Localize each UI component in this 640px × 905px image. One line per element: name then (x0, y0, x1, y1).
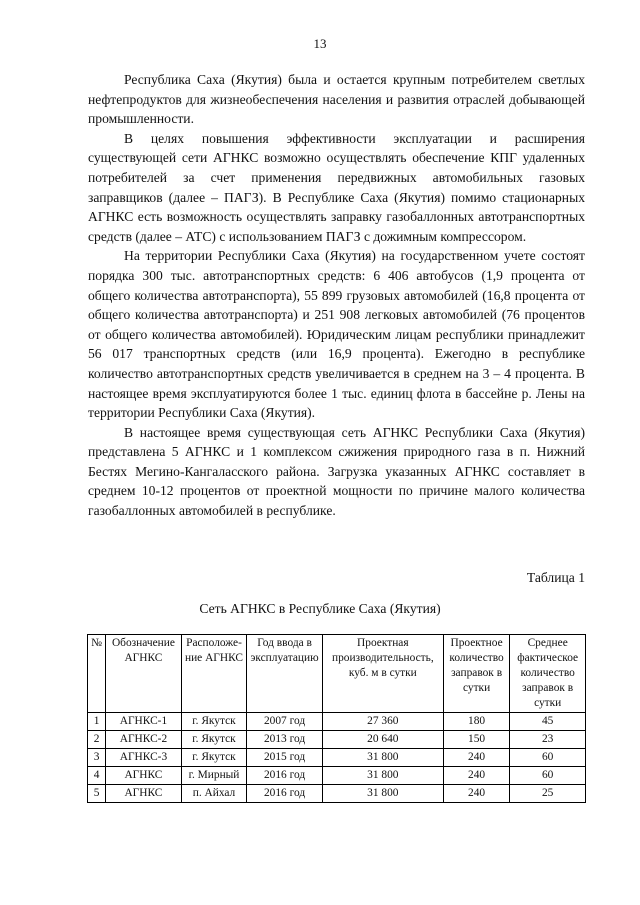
cell-design-refuels: 240 (443, 749, 510, 767)
paragraph-consumer: Республика Саха (Якутия) была и остается крупным потребителем светлых нефтепродуктов для жизнеобеспечения населения и развития отраслей добывающей промышленности. (88, 72, 585, 127)
paragraph-pagz: В целях повышения эффективности эксплуатации и расширения существующей сети АГНКС возможно осуществлять обеспечение КПГ удаленных потребителей за счет применения передвижных автомобильных газовых заправщиков (далее – ПАГЗ). В Республике Саха (Якутия) помимо стационарных АГНКС есть возможность осуществлять заправку газобаллонных автотранспортных средств (далее – АТС) с использованием ПАГЗ с дожимным компрессором. (88, 130, 585, 244)
cell-year: 2015 год (247, 749, 323, 767)
cell-actual-refuels: 25 (510, 785, 586, 803)
cell-number: 1 (88, 713, 106, 731)
cell-actual-refuels: 60 (510, 749, 586, 767)
cell-capacity: 31 800 (322, 767, 443, 785)
cell-number: 2 (88, 731, 106, 749)
cell-designation: АГНКС (106, 785, 182, 803)
cell-design-refuels: 240 (443, 767, 510, 785)
cell-actual-refuels: 23 (510, 731, 586, 749)
cell-capacity: 27 360 (322, 713, 443, 731)
table-row (88, 731, 586, 749)
cell-number: 3 (88, 749, 106, 767)
cell-number: 4 (88, 767, 106, 785)
cell-design-refuels: 240 (443, 785, 510, 803)
paragraph-network: В настоящее время существующая сеть АГНКС Республики Саха (Якутия) представлена 5 АГНКС и 1 комплексом сжижения природного газа в п. Нижний Бестях Мегино-Кангаласского района. Загрузка указанных АГНКС составляет в среднем 10-12 процентов от проектной мощности по причине малого количества газобаллонных автомобилей в республике. (88, 424, 585, 519)
table-row (88, 713, 586, 731)
table-title: Сеть АГНКС в Республике Саха (Якутия) (199, 601, 441, 616)
cell-designation: АГНКС (106, 767, 182, 785)
header-commissioning-year: Год ввода в эксплуатацию (247, 635, 323, 713)
body-text (88, 70, 585, 521)
cell-actual-refuels: 60 (510, 767, 586, 785)
cell-location: г. Якутск (181, 731, 247, 749)
cell-location: г. Якутск (181, 749, 247, 767)
table-row (88, 749, 586, 767)
cell-year: 2007 год (247, 713, 323, 731)
cell-year: 2016 год (247, 785, 323, 803)
header-location: Расположе-ние АГНКС (181, 635, 247, 713)
cell-number: 5 (88, 785, 106, 803)
header-actual-refuels: Среднее фактическое количество заправок в сутки (510, 635, 586, 713)
header-designation: Обозначение АГНКС (106, 635, 182, 713)
cell-year: 2016 год (247, 767, 323, 785)
cell-location: г. Мирный (181, 767, 247, 785)
table-label: Таблица 1 (526, 570, 585, 585)
cell-capacity: 31 800 (322, 785, 443, 803)
header-design-refuels: Проектное количество заправок в сутки (443, 635, 510, 713)
header-design-capacity: Проектная производительность, куб. м в сутки (322, 635, 443, 713)
agnks-network-table (87, 634, 586, 803)
cell-actual-refuels: 45 (510, 713, 586, 731)
cell-year: 2013 год (247, 731, 323, 749)
table-header-row (88, 635, 586, 713)
page-number: 13 (313, 36, 327, 51)
cell-design-refuels: 180 (443, 713, 510, 731)
cell-location: п. Айхал (181, 785, 247, 803)
paragraph-vehicles: На территории Республики Саха (Якутия) на государственном учете состоят порядка 300 тыс. автотранспортных средств: 6 406 автобусов (1,9 процента от общего количества автотранспорта), 55 899 грузовых автомобилей (16,8 процента от общего количества автотранспорта) и 251 908 легковых автомобилей (76 процентов от общего количества автомобилей). Юридическим лицам республики принадлежит 56 017 транспортных средств (или 16,9 процента). Ежегодно в республике количество автотранспортных средств увеличивается в среднем на 3 – 4 процента. В настоящее время эксплуатируются более 1 тыс. единиц флота в бассейне р. Лены на территории Республики Саха (Якутия). (88, 248, 585, 421)
cell-designation: АГНКС-1 (106, 713, 182, 731)
table-row (88, 767, 586, 785)
cell-designation: АГНКС-2 (106, 731, 182, 749)
cell-design-refuels: 150 (443, 731, 510, 749)
cell-location: г. Якутск (181, 713, 247, 731)
table-row (88, 785, 586, 803)
header-number: № (88, 635, 106, 713)
cell-capacity: 31 800 (322, 749, 443, 767)
cell-designation: АГНКС-3 (106, 749, 182, 767)
cell-capacity: 20 640 (322, 731, 443, 749)
